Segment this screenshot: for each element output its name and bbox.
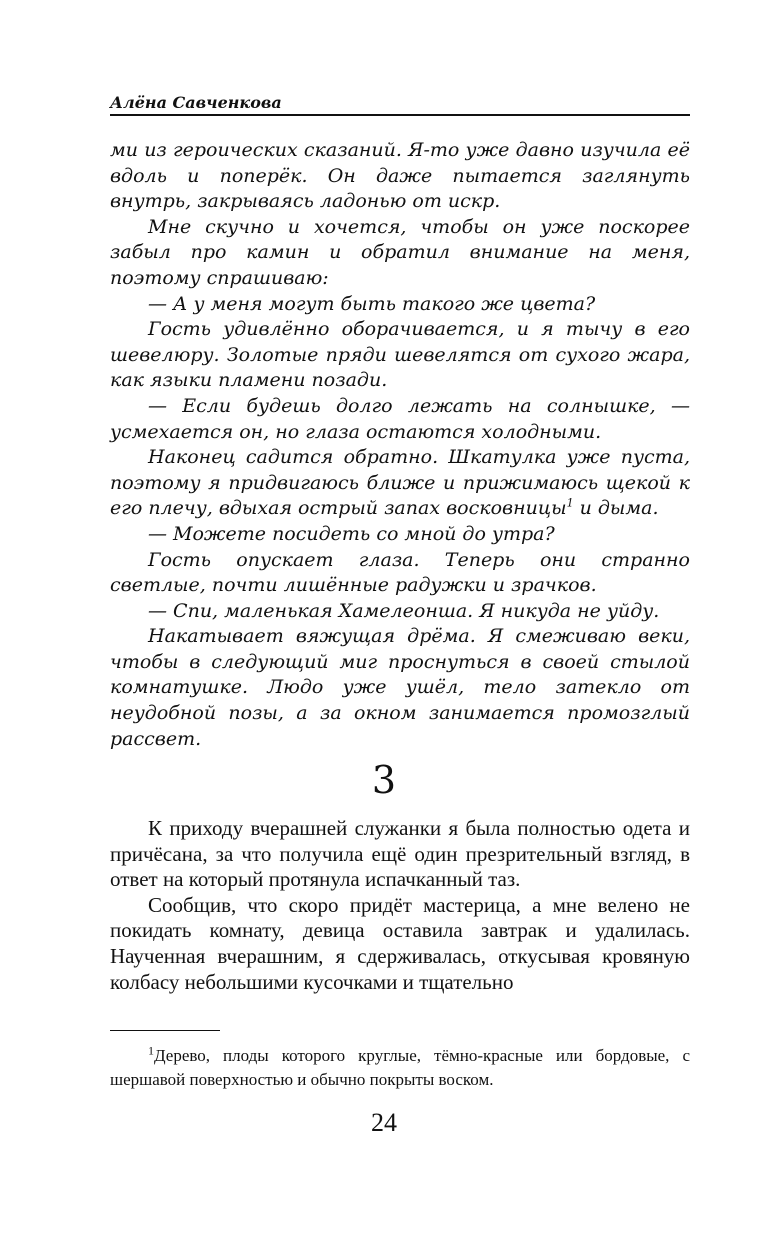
italic-prologue-text [110,138,690,752]
paragraph-text: и дыма. [573,497,659,520]
paragraph: К приходу вчерашней служанки я была полностью одета и причёсана, за что получила ещё один презрительный взгляд, в ответ на который протянула испачканный таз. [110,816,690,892]
paragraph: Гость опускает глаза. Теперь они странно светлые, почти лишённые радужки и зрачков. [110,548,690,597]
footnote-rule [110,1030,220,1031]
page-number: 24 [371,1108,397,1137]
paragraph-with-footnote [110,445,690,522]
paragraph: Мне скучно и хочется, чтобы он уже поскорее забыл про камин и обратил внимание на меня, поэтому спрашиваю: [110,215,690,289]
running-header-author: Алёна Савченкова [110,93,282,112]
header-rule [110,114,690,116]
paragraph: ми из героических сказаний. Я-то уже давно изучила её вдоль и поперёк. Он даже пытается заглянуть внутрь, закрываясь ладонью от искр. [110,139,690,213]
paragraph: Сообщив, что скоро придёт мастерица, а мне велено не покидать комнату, девица оставила завтрак и удалилась. Наученная вчерашним, я сдерживалась, откусывая кровяную колбасу небольшими кусочками и тщательно [110,892,690,994]
footnote-reference: 1 [566,496,574,510]
paragraph-text: Наконец садится обратно. Шкатулка уже пуста, поэтому я придвигаюсь ближе и прижимаюсь щекой к его плечу, вдыхая острый запах восковницы [110,446,690,520]
footnote [110,1044,690,1092]
chapter-number: 3 [371,758,397,802]
dialogue-line: — Если будешь долго лежать на солнышке, — усмехается он, но глаза остаются холодными. [110,394,690,443]
chapter-body-text [110,816,690,995]
paragraph: Накатывает вяжущая дрёма. Я смеживаю веки, чтобы в следующий миг проснуться в своей стылой комнатушке. Людо уже ушёл, тело затекло от неудобной позы, а за окном занимается промозглый рассвет. [110,625,690,750]
dialogue-line: — Спи, маленькая Хамелеонша. Я никуда не уйду. [148,599,660,622]
dialogue-line: — Можете посидеть со мной до утра? [148,522,555,545]
footnote-mark: 1 [148,1043,154,1058]
footnote-text: Дерево, плоды которого круглые, тёмно-красные или бордовые, с шершавой поверхностью и обычно покрыты воском. [110,1046,690,1089]
dialogue-line: — А у меня могут быть такого же цвета? [148,292,596,315]
paragraph: Гость удивлённо оборачивается, и я тычу в его шевелюру. Золотые пряди шевелятся от сухого жара, как языки пламени позади. [110,318,690,392]
